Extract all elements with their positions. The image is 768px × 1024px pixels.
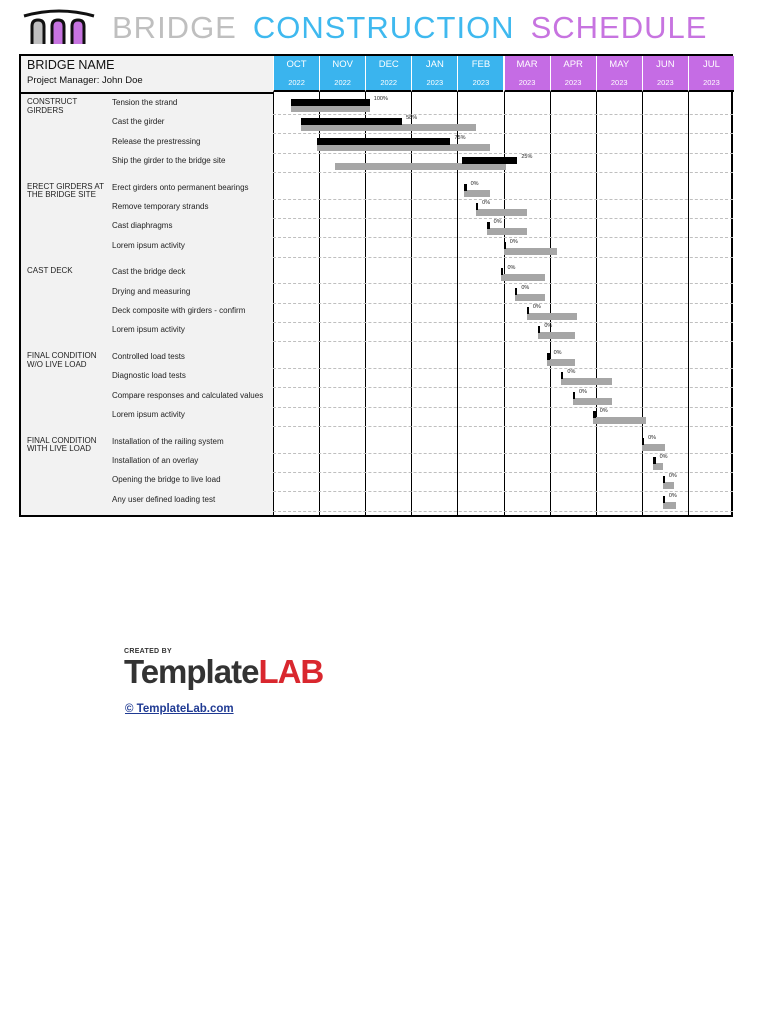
row-gridline [273,153,733,154]
row-gridline [273,237,733,238]
month-header-oct [273,56,319,92]
planned-bar[interactable] [663,482,675,489]
task-label: Erect girders onto permanent bearings [112,182,249,192]
progress-bar[interactable] [501,268,503,275]
progress-bar[interactable] [561,372,563,379]
progress-bar[interactable] [515,288,517,295]
task-label: Cast the bridge deck [112,267,186,277]
bridge-logo-icon [22,8,96,46]
planned-bar[interactable] [593,417,646,424]
gantt-sheet [19,54,733,517]
task-label: Opening the bridge to live load [112,475,221,485]
title-word-bridge: BRIDGE [112,9,237,45]
planned-bar[interactable] [561,378,612,385]
percent-complete: 25% [521,153,533,160]
month-header-feb [457,56,503,92]
progress-bar[interactable] [462,157,517,164]
created-by-label: CREATED BY [124,648,172,655]
percent-complete: 0% [493,219,502,226]
planned-bar[interactable] [642,444,665,451]
row-gridline [273,133,733,134]
task-label: Remove temporary strands [112,202,209,211]
templatelab-link[interactable]: © TemplateLab.com [125,703,234,715]
percent-complete: 0% [482,200,491,206]
task-label: Lorem ipsum activity [112,410,185,419]
planned-bar[interactable] [515,294,545,301]
task-label: Lorem ipsum activity [112,325,185,335]
title-word-schedule: SCHEDULE [530,9,708,45]
month-label: JUN [656,59,675,70]
month-header-may [596,56,642,92]
progress-bar[interactable] [464,184,466,191]
month-label: OCT [286,59,307,70]
progress-bar[interactable] [663,496,665,503]
task-label: Ship the girder to the bridge site [112,155,226,165]
month-label: JAN [425,59,444,70]
brand-wordmark [124,655,323,689]
month-label: MAY [609,59,630,70]
planned-bar[interactable] [317,144,490,151]
percent-complete: 0% [507,265,516,272]
row-gridline [273,283,733,284]
project-manager: Project Manager: John Doe [27,75,143,86]
project-header [21,56,273,94]
task-label: Cast diaphragms [112,221,173,231]
brand-template: Template [124,653,259,690]
month-year: 2022 [288,78,305,87]
title-word-construction: CONSTRUCTION [252,9,515,45]
group-label: ERECT GIRDERS AT THE BRIDGE SITE [27,181,104,200]
percent-complete: 0% [521,284,530,291]
percent-complete: 0% [532,304,541,310]
task-label: Deck composite with girders - confirm [112,306,246,315]
planned-bar[interactable] [301,124,476,131]
group-label: CAST DECK [27,266,73,276]
title-bar [22,4,723,50]
row-gridline [273,114,733,115]
planned-bar[interactable] [547,359,575,366]
percent-complete: 100% [373,96,388,102]
planned-bar[interactable] [653,463,662,470]
month-header-jul [688,56,734,92]
percent-complete: 0% [668,473,677,480]
month-year: 2023 [518,78,536,87]
templatelab-logo [124,648,323,689]
percent-complete: 0% [599,408,608,414]
month-header-jun [642,56,688,92]
planned-bar[interactable] [476,209,527,216]
row-gridline [273,303,733,304]
group-label: CONSTRUCT GIRDERS [27,97,78,115]
percent-complete: 0% [578,388,587,395]
task-label: Diagnostic load tests [112,371,186,381]
progress-bar[interactable] [527,307,529,314]
month-year: 2023 [703,78,720,87]
planned-bar[interactable] [573,398,612,405]
percent-complete: 0% [470,180,479,187]
planned-bar[interactable] [464,190,489,197]
progress-bar[interactable] [663,476,665,483]
task-label: Installation of the railing system [112,436,224,446]
month-header-apr [550,56,596,92]
progress-bar[interactable] [547,353,549,360]
progress-bar[interactable] [291,99,369,106]
progress-bar[interactable] [487,222,489,229]
planned-bar[interactable] [527,313,578,320]
percent-complete: 0% [668,492,677,499]
progress-bar[interactable] [642,438,644,445]
percent-complete: 0% [553,350,562,357]
planned-bar[interactable] [501,274,545,281]
task-label: Compare responses and calculated values [112,390,264,400]
brand-lab: LAB [258,653,324,690]
progress-bar[interactable] [301,118,402,125]
task-label: Tension the strand [112,98,178,107]
row-gridline [273,387,733,388]
task-label: Lorem ipsum activity [112,240,185,250]
row-gridline [273,218,733,219]
month-year: 2023 [564,78,582,87]
month-year: 2022 [380,78,398,87]
progress-bar[interactable] [573,392,575,399]
percent-complete: 0% [509,238,518,245]
task-label: Controlled load tests [112,352,185,362]
month-year: 2023 [472,78,490,87]
percent-complete: 0% [567,369,576,376]
percent-complete: 0% [544,323,553,330]
task-label: Release the prestressing [112,136,201,146]
percent-complete: 58% [406,115,418,122]
task-label: Drying and measuring [112,286,191,296]
month-label: JUL [702,59,720,70]
planned-bar[interactable] [663,502,677,509]
progress-bar[interactable] [653,457,655,464]
month-header-mar [504,56,550,92]
task-label: Cast the girder [112,117,165,127]
month-label: FEB [471,59,491,70]
progress-bar[interactable] [538,326,540,333]
progress-bar[interactable] [504,242,506,249]
row-gridline [273,472,733,473]
row-gridline [273,368,733,369]
month-header-nov [319,56,365,92]
planned-bar[interactable] [504,248,557,255]
row-gridline [273,172,733,173]
percent-complete: 0% [648,434,657,441]
row-gridline [273,407,733,408]
planned-bar[interactable] [335,163,506,170]
month-year: 2023 [610,78,628,87]
row-gridline [273,341,733,342]
month-label: DEC [378,59,399,70]
month-year: 2023 [657,78,674,87]
task-label: Any user defined loading test [112,494,216,504]
row-gridline [273,322,733,323]
month-year: 2023 [426,78,444,87]
progress-bar[interactable] [593,411,595,418]
month-header-dec [365,56,411,92]
task-label: Installation of an overlay [112,456,199,466]
planned-bar[interactable] [538,332,575,339]
month-label: MAR [516,59,538,70]
progress-bar[interactable] [317,138,451,145]
month-year: 2022 [334,78,351,87]
month-label: APR [563,59,583,70]
month-header-jan [411,56,457,92]
planned-bar[interactable] [291,105,369,112]
group-label: FINAL CONDITION W/O LIVE LOAD [27,351,97,369]
percent-complete: 75% [454,134,466,141]
row-gridline [273,426,733,427]
planned-bar[interactable] [487,228,526,235]
percent-complete: 0% [659,454,668,461]
row-gridline [273,491,733,492]
row-gridline [273,257,733,258]
month-label: NOV [332,59,353,70]
row-gridline [273,199,733,200]
progress-bar[interactable] [476,203,478,210]
row-gridline [273,511,733,512]
bridge-name: BRIDGE NAME [27,58,115,72]
group-label: FINAL CONDITION WITH LIVE LOAD [27,435,97,454]
